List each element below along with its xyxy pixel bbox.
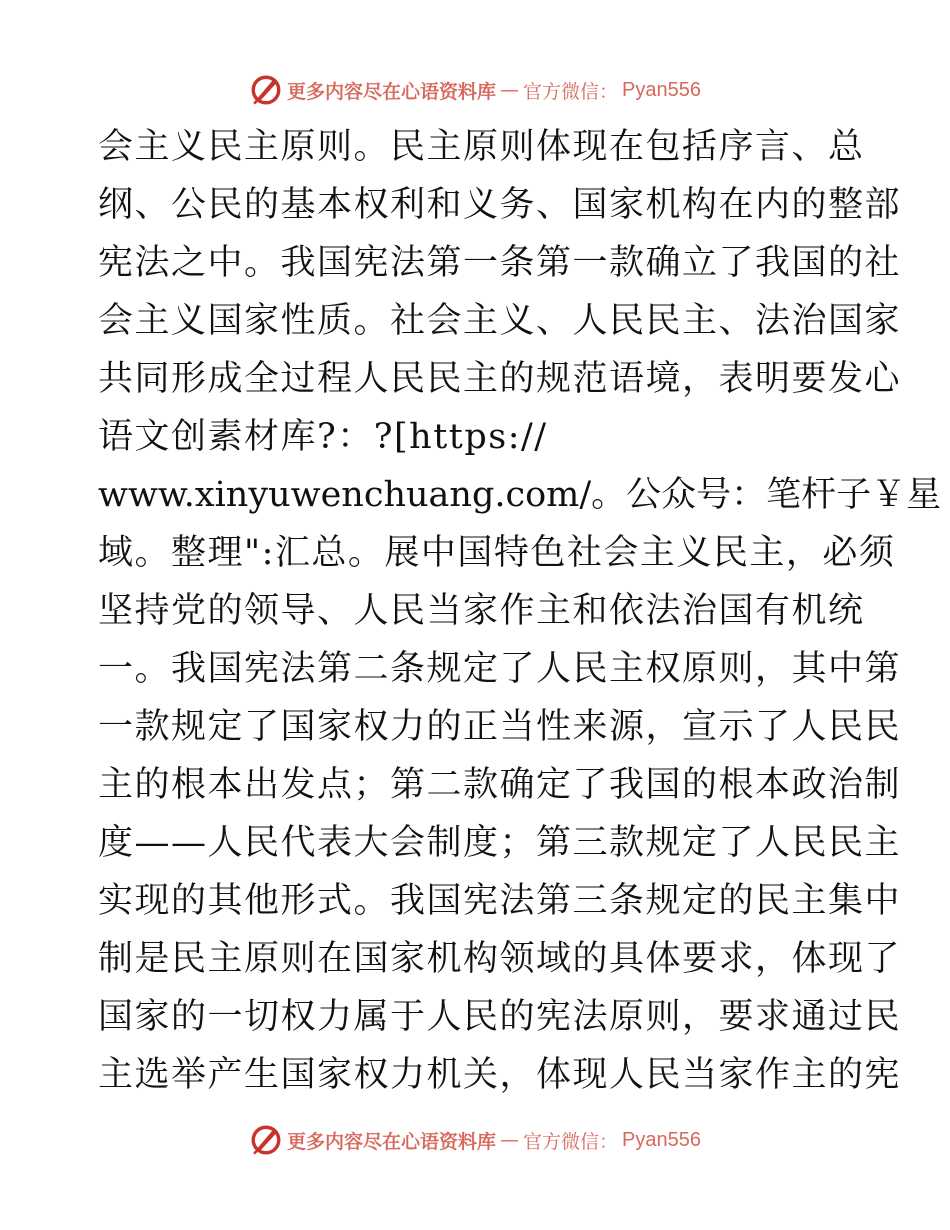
body-line-url: www.xinyuwenchuang.com/。公众号：笔杆子￥星 <box>98 475 942 515</box>
quill-seal-icon <box>249 73 283 107</box>
document-body <box>98 118 942 1104</box>
header-separator: — <box>500 79 520 101</box>
header-watermark <box>0 70 950 110</box>
body-line: 坚持党的领导、人民当家作主和依法治国有机统 <box>98 591 865 631</box>
body-line: 制是民主原则在国家机构领域的具体要求，体现了 <box>98 939 902 979</box>
body-line: 国家的一切权力属于人民的宪法原则，要求通过民 <box>98 997 902 1037</box>
body-line: 域。整理":汇总。展中国特色社会主义民主，必须 <box>98 533 896 573</box>
body-line: 共同形成全过程人民民主的规范语境，表明要发心 <box>98 359 902 399</box>
body-line: 一款规定了国家权力的正当性来源，宣示了人民民 <box>98 707 902 747</box>
body-line: 主选举产生国家权力机关，体现人民当家作主的宪 <box>98 1055 902 1095</box>
header-wechat-label: 官方微信： <box>523 80 619 103</box>
footer-wechat-id: Pyan556 <box>622 1128 701 1151</box>
body-line: 度——人民代表大会制度；第三款规定了人民民主 <box>98 823 902 863</box>
body-line: 主的根本出发点；第二款确定了我国的根本政治制 <box>98 765 902 805</box>
footer-separator: — <box>500 1129 520 1151</box>
body-line: 实现的其他形式。我国宪法第三条规定的民主集中 <box>98 881 902 921</box>
header-title: 更多内容尽在心语资料库 <box>287 80 497 103</box>
body-line: 一。我国宪法第二条规定了人民主权原则，其中第 <box>98 649 902 689</box>
quill-seal-icon <box>249 1123 283 1157</box>
header-wechat-id: Pyan556 <box>622 78 701 101</box>
footer-title: 更多内容尽在心语资料库 <box>287 1130 497 1153</box>
body-line: 宪法之中。我国宪法第一条第一款确立了我国的社 <box>98 243 902 283</box>
body-line: 会主义民主原则。民主原则体现在包括序言、总 <box>98 127 865 167</box>
body-line: 会主义国家性质。社会主义、人民民主、法治国家 <box>98 301 902 341</box>
footer-wechat-label: 官方微信： <box>523 1130 619 1153</box>
footer-watermark <box>0 1120 950 1160</box>
body-line: 语文创素材库?：?[https:// <box>98 417 548 457</box>
body-line: 纲、公民的基本权利和义务、国家机构在内的整部 <box>98 185 902 225</box>
